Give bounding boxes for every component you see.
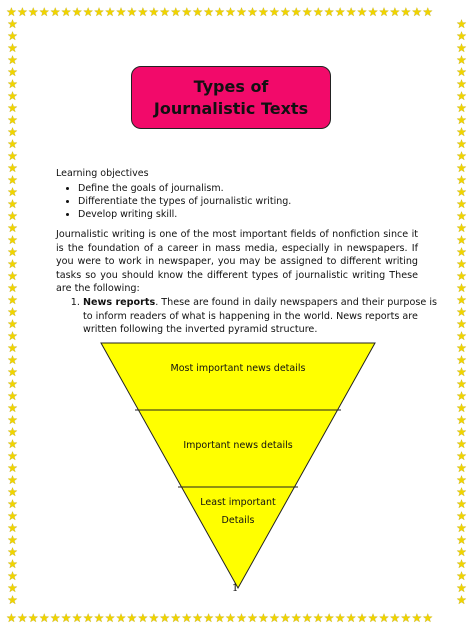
star-border-top: ★★★★★★★★★★★★★★★★★★★★★★★★★★★★★★★★★★★★★★★ <box>6 6 434 19</box>
star-border-left: ★★★★★★★★★★★★★★★★★★★★★★★★★★★★★★★★★★★★★★★★★★★★★★★★★ <box>7 18 18 607</box>
star-border-right: ★★★★★★★★★★★★★★★★★★★★★★★★★★★★★★★★★★★★★★★★★★★★★★★★★ <box>456 18 467 607</box>
title-box <box>131 66 331 129</box>
type-item-news-reports <box>83 296 445 337</box>
inverted-pyramid-diagram <box>100 342 376 590</box>
objective-item: • Differentiate the types of journalistic writing. <box>78 195 291 208</box>
star-border-bottom: ★★★★★★★★★★★★★★★★★★★★★★★★★★★★★★★★★★★★★★★ <box>6 612 434 625</box>
types-list <box>56 296 445 337</box>
type-term: News reports <box>83 297 156 308</box>
type-description: . These are found in daily newspapers and their purpose is to inform readers of what is happening in the world. News reports are written following the inverted pyramid structure. <box>83 297 437 336</box>
pyramid-bottom-label-1: Least important <box>200 497 276 508</box>
objectives-list <box>56 182 291 221</box>
pyramid-top-label: Most important news details <box>170 363 306 374</box>
objective-item: • Define the goals of journalism. <box>78 182 291 195</box>
title-line-1: Types of <box>193 77 269 96</box>
title-line-2: Journalistic Texts <box>153 99 309 118</box>
intro-paragraph: Journalistic writing is one of the most important fields of nonfiction since it is the foundation of a career in mass media, especially in newspapers. If you were to work in newspaper, you may be assigned to different writing tasks so you should know the different types of journalistic writing These are the following: <box>56 229 418 295</box>
page-number: 1 <box>232 583 239 594</box>
objective-item: • Develop writing skill. <box>78 208 291 221</box>
pyramid-middle-label: Important news details <box>183 440 293 451</box>
objectives-label: Learning objectives <box>56 168 149 179</box>
pyramid-bottom-label-2: Details <box>221 515 255 526</box>
pyramid-shape <box>101 343 375 588</box>
